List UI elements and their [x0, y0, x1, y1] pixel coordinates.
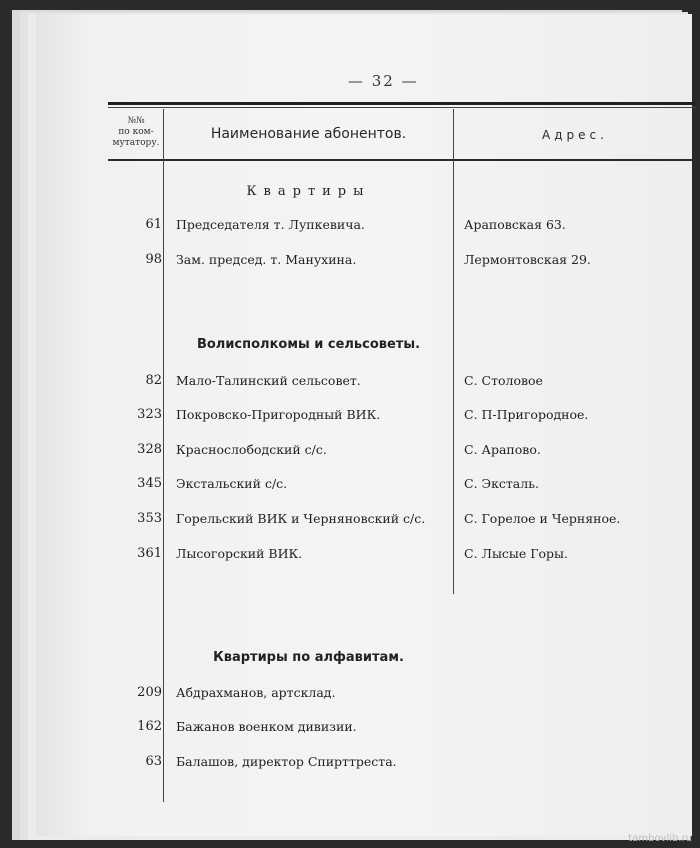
row-number: 162: [137, 719, 162, 734]
section-title: Квартиры: [246, 184, 371, 199]
column-divider: [453, 109, 454, 594]
row-name: Зам. председ. т. Манухина.: [176, 252, 357, 267]
row-number: 323: [137, 407, 162, 422]
row-name: Покровско-Пригородный ВИК.: [176, 407, 381, 422]
column-divider: [163, 109, 164, 802]
header-number-line: мутатору.: [112, 138, 160, 148]
row-name: Балашов, директор Спирттреста.: [176, 754, 397, 769]
row-number: 98: [145, 252, 162, 267]
row-name: Мало-Талинский сельсовет.: [176, 373, 361, 388]
row-address: Лермонтовская 29.: [464, 252, 591, 267]
row-name: Бажанов военком дивизии.: [176, 719, 357, 734]
row-address: С. Столовое: [464, 373, 543, 388]
row-address: С. Горелое и Черняное.: [464, 511, 621, 526]
header-address-column: Адрес.: [542, 128, 608, 142]
header-number-line: №№: [127, 116, 145, 126]
row-address: С. Арапово.: [464, 442, 541, 457]
document-page: [36, 14, 692, 836]
row-address: С. Лысые Горы.: [464, 546, 568, 561]
row-number: 61: [145, 217, 162, 232]
row-number: 361: [137, 546, 162, 561]
section-title: Квартиры по алфавитам.: [213, 650, 404, 665]
row-name: Краснослободский с/с.: [176, 442, 327, 457]
page-number: — 32 —: [348, 72, 419, 90]
row-address: С. П-Пригородное.: [464, 407, 589, 422]
row-number: 328: [137, 442, 162, 457]
row-address: Араповская 63.: [464, 217, 566, 232]
row-name: Лысогорский ВИК.: [176, 546, 303, 561]
header-number-column: [108, 116, 164, 149]
row-number: 353: [137, 511, 162, 526]
row-number: 63: [145, 754, 162, 769]
row-number: 209: [137, 685, 162, 700]
row-name: Председателя т. Лупкевича.: [176, 217, 365, 232]
row-address: С. Эксталь.: [464, 476, 539, 491]
row-name: Абдрахманов, артсклад.: [176, 685, 336, 700]
table-top-rule: [108, 102, 696, 105]
row-number: 82: [145, 373, 162, 388]
table-top-rule-thin: [108, 107, 696, 108]
header-number-line: по ком-: [118, 127, 154, 137]
table-header-rule: [108, 159, 696, 161]
watermark: tambovlib.ru: [628, 833, 692, 844]
row-name: Горельский ВИК и Черняновский с/с.: [176, 511, 426, 526]
section-title: Волисполкомы и сельсоветы.: [196, 337, 421, 352]
row-name: Экстальский с/с.: [176, 476, 288, 491]
row-number: 345: [137, 476, 162, 491]
header-name-column: Наименование абонентов.: [210, 126, 407, 142]
